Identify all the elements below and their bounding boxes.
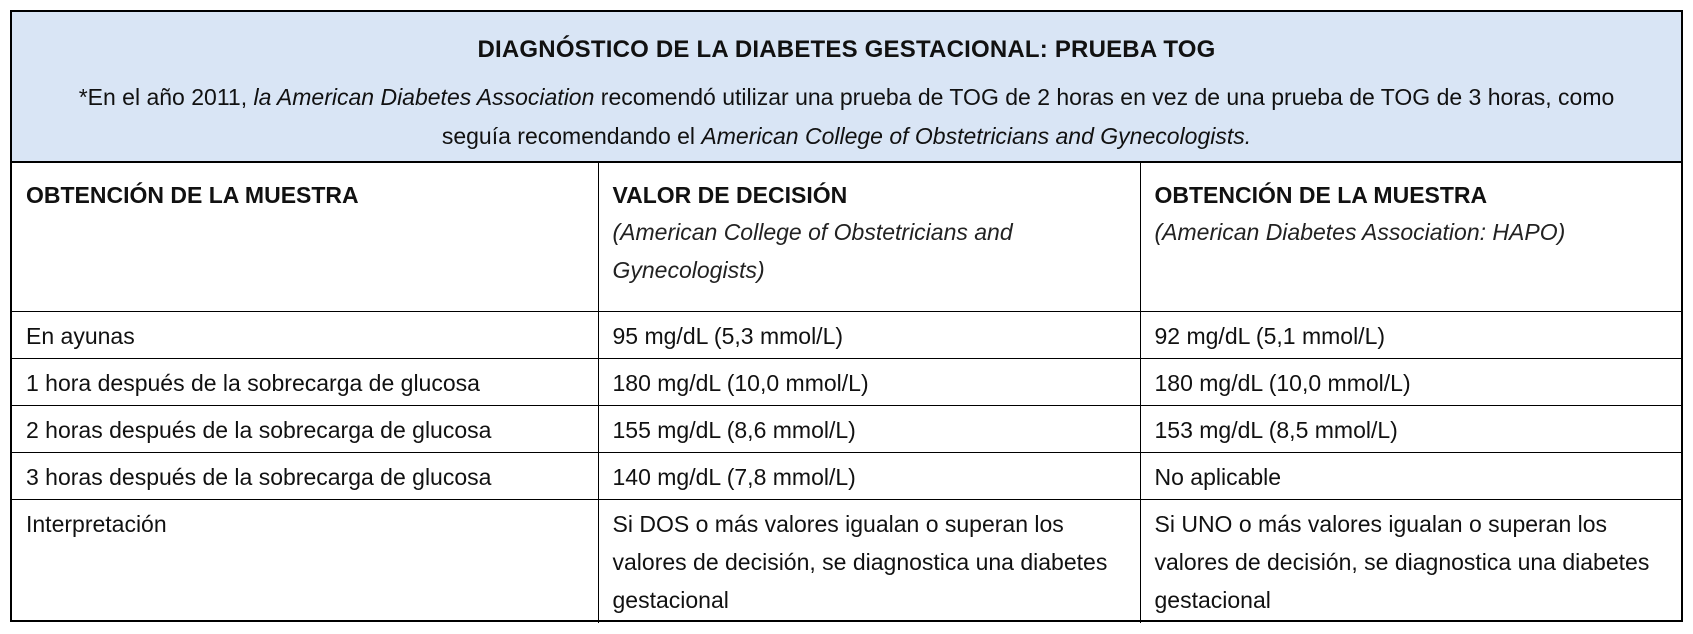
header-subtitle: (American Diabetes Association: HAPO) bbox=[1154, 219, 1566, 245]
header-title: OBTENCIÓN DE LA MUESTRA bbox=[26, 182, 359, 208]
note-italic-2: American College of Obstetricians and Gynecologists. bbox=[701, 123, 1252, 149]
ada-value: 92 mg/dL (5,1 mmol/L) bbox=[1140, 311, 1681, 358]
header-title: VALOR DE DECISIÓN bbox=[612, 182, 848, 208]
document-title: DIAGNÓSTICO DE LA DIABETES GESTACIONAL: PRUEBA TOG bbox=[477, 36, 1216, 63]
header-cell-acog bbox=[598, 163, 1140, 311]
header-title: OBTENCIÓN DE LA MUESTRA bbox=[1154, 182, 1488, 208]
title-banner bbox=[12, 12, 1681, 163]
acog-interpretation: Si DOS o más valores igualan o superan los valores de decisión, se diagnostica una diabetes gestacional bbox=[598, 499, 1140, 623]
header-cell-ada bbox=[1140, 163, 1681, 311]
header-row bbox=[12, 163, 1681, 311]
table-row bbox=[12, 405, 1681, 452]
header-cell-sample bbox=[12, 163, 598, 311]
interpretation-row bbox=[12, 499, 1681, 623]
note-text-2: recomendó utilizar una prueba de TOG de 2 horas en vez de una prueba de TOG de 3 horas, como seguía recomendando el bbox=[441, 84, 1615, 149]
ada-interpretation: Si UNO o más valores igualan o superan los valores de decisión, se diagnostica una diabetes gestacional bbox=[1140, 499, 1681, 623]
note-italic-1: la American Diabetes Association bbox=[253, 84, 595, 110]
ada-value: 153 mg/dL (8,5 mmol/L) bbox=[1140, 405, 1681, 452]
row-label: 2 horas después de la sobrecarga de glucosa bbox=[12, 405, 598, 452]
note-text-1: *En el año 2011, bbox=[78, 84, 254, 110]
row-label: 1 hora después de la sobrecarga de glucosa bbox=[12, 358, 598, 405]
ada-value: 180 mg/dL (10,0 mmol/L) bbox=[1140, 358, 1681, 405]
ada-value: No aplicable bbox=[1140, 452, 1681, 499]
table-row bbox=[12, 452, 1681, 499]
row-label: En ayunas bbox=[12, 311, 598, 358]
acog-value: 155 mg/dL (8,6 mmol/L) bbox=[598, 405, 1140, 452]
table-row bbox=[12, 358, 1681, 405]
header-subtitle: (American College of Obstetricians and Gynecologists) bbox=[612, 219, 1013, 283]
acog-value: 140 mg/dL (7,8 mmol/L) bbox=[598, 452, 1140, 499]
interpretation-label: Interpretación bbox=[12, 499, 598, 623]
acog-value: 95 mg/dL (5,3 mmol/L) bbox=[598, 311, 1140, 358]
acog-value: 180 mg/dL (10,0 mmol/L) bbox=[598, 358, 1140, 405]
banner-note bbox=[42, 78, 1651, 156]
document-frame bbox=[10, 10, 1683, 622]
table-row bbox=[12, 311, 1681, 358]
tog-table bbox=[12, 163, 1681, 623]
row-label: 3 horas después de la sobrecarga de glucosa bbox=[12, 452, 598, 499]
